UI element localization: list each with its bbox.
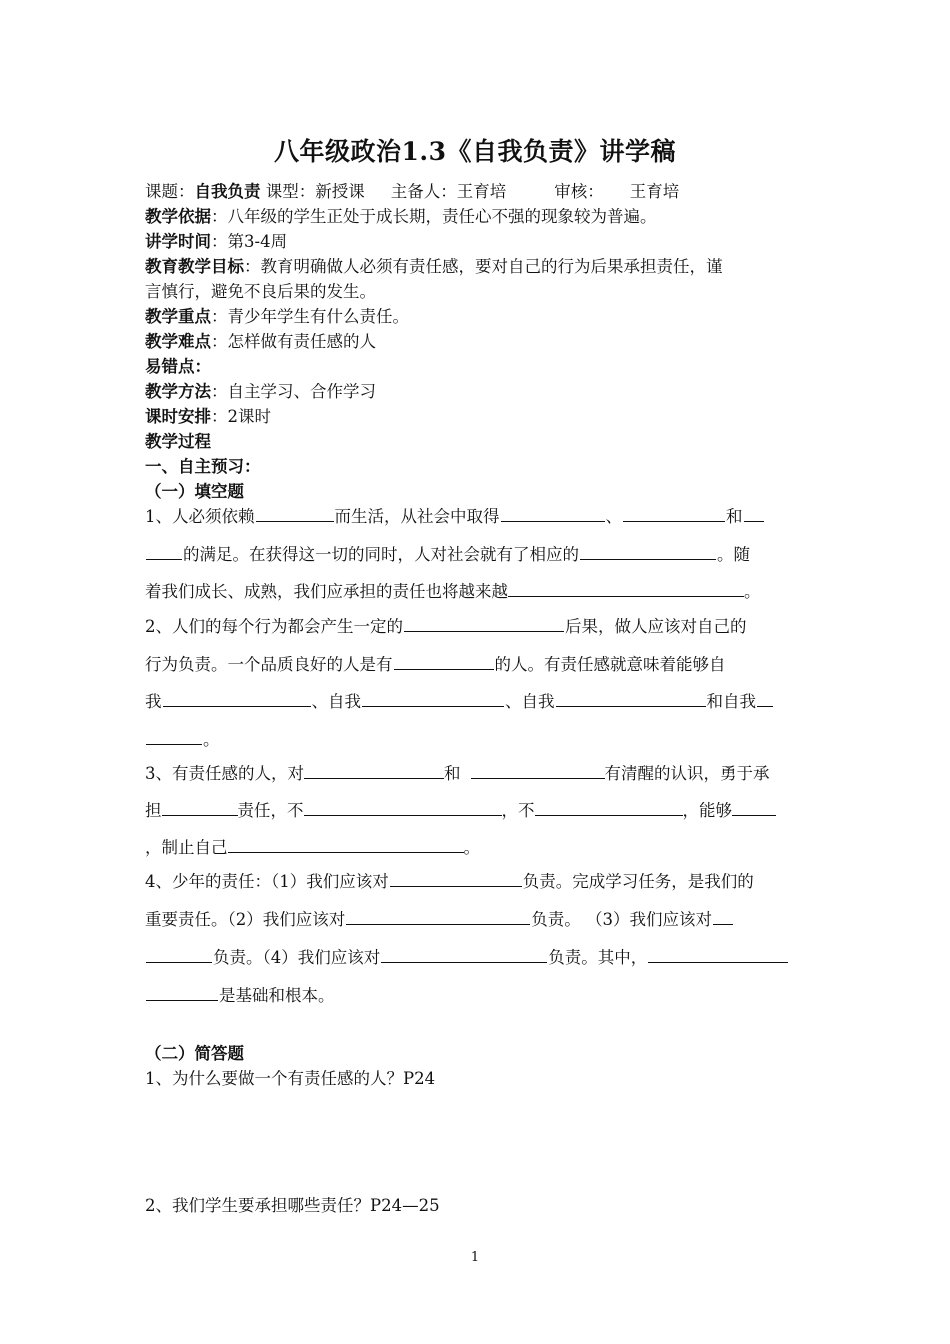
q3-text-f: ，不 <box>501 801 535 820</box>
blank[interactable] <box>535 798 683 816</box>
page-number: 1 <box>470 1250 480 1265</box>
q1-text-f: 。随 <box>717 545 750 564</box>
topic-label: 课题： <box>145 182 195 201</box>
q4-line-2 <box>145 906 810 930</box>
blank[interactable] <box>146 727 202 745</box>
fill-blank-heading: （一）填空题 <box>145 482 244 501</box>
q4-line-4 <box>145 982 810 1006</box>
q4-text-d: 负责。 （3）我们应该对 <box>531 910 712 929</box>
review-value: 王育培 <box>629 182 680 201</box>
method-label: 教学方法 <box>145 382 211 401</box>
q3-line-3 <box>145 834 810 858</box>
q4-line-3 <box>145 944 810 968</box>
blank[interactable] <box>580 542 716 560</box>
blank[interactable] <box>304 798 502 816</box>
blank[interactable] <box>256 504 334 522</box>
error-label: 易错点： <box>145 357 211 376</box>
q2-text-a: 2、人们的每个行为都会产生一定的 <box>145 617 403 636</box>
blank[interactable] <box>146 945 212 963</box>
blank[interactable] <box>228 835 464 853</box>
blank[interactable] <box>471 761 605 779</box>
q2-line-1 <box>145 613 810 637</box>
author-label: 主备人： <box>390 182 457 201</box>
q3-text-i: 。 <box>463 838 480 857</box>
q1-text-h: 。 <box>744 582 761 601</box>
q1-text-a: 1、人必须依赖 <box>145 507 255 526</box>
blank[interactable] <box>508 579 744 597</box>
q4-text-e: 负责。（4）我们应该对 <box>213 948 381 967</box>
blank[interactable] <box>163 689 311 707</box>
blank[interactable] <box>757 689 773 707</box>
blank[interactable] <box>732 798 776 816</box>
blank[interactable] <box>346 907 530 925</box>
difficult-label: 教学难点 <box>145 332 211 351</box>
q3-text-a: 3、有责任感的人，对 <box>145 764 304 783</box>
blank[interactable] <box>146 542 182 560</box>
short-answer-heading: （二）简答题 <box>145 1044 244 1063</box>
q2-text-h: 和自我 <box>706 692 756 711</box>
schedule-label: 课时安排 <box>145 407 211 426</box>
q2-text-f: 、自我 <box>311 692 361 711</box>
difficult-line <box>145 328 810 352</box>
short-answer-1: 1、为什么要做一个有责任感的人？P24 <box>145 1069 436 1088</box>
q3-text-h: ，制止自己 <box>145 838 228 857</box>
q2-text-d: 的人。有责任感就意味着能够自 <box>494 655 726 674</box>
method-line <box>145 378 810 402</box>
blank[interactable] <box>362 689 504 707</box>
q2-text-e: 我 <box>145 692 162 711</box>
author-value: 王育培 <box>456 182 507 201</box>
blank[interactable] <box>304 761 444 779</box>
blank[interactable] <box>623 504 725 522</box>
q3-text-e: 责任，不 <box>237 801 304 820</box>
time-value: ：第3-4周 <box>211 232 288 251</box>
document-title: 八年级政治1.3《自我负责》讲学稿 <box>274 137 676 166</box>
q4-text-c: 重要责任。（2）我们应该对 <box>145 910 346 929</box>
blank[interactable] <box>146 983 218 1001</box>
error-line <box>145 353 810 377</box>
blank[interactable] <box>162 798 238 816</box>
process-heading: 教学过程 <box>145 432 211 451</box>
basis-value: ：八年级的学生正处于成长期，责任心不强的现象较为普遍。 <box>211 207 657 226</box>
q2-line-2 <box>145 651 810 675</box>
q4-text-a: 4、少年的责任：（1）我们应该对 <box>145 872 389 891</box>
q2-text-g: 、自我 <box>505 692 555 711</box>
short-answer-2: 2、我们学生要承担哪些责任？P24—25 <box>145 1196 440 1215</box>
basis-line <box>145 203 810 227</box>
q1-text-c: 、 <box>605 507 622 526</box>
q2-text-i: 。 <box>203 730 220 749</box>
blank[interactable] <box>501 504 605 522</box>
difficult-value: ：怎样做有责任感的人 <box>211 332 376 351</box>
goal-line-2 <box>145 278 810 302</box>
q1-line-2 <box>145 541 810 565</box>
q3-line-2 <box>145 797 810 821</box>
key-line <box>145 303 810 327</box>
q2-text-c: 行为负责。一个品质良好的人是有 <box>145 655 393 674</box>
q1-line-3 <box>145 578 810 602</box>
blank[interactable] <box>556 689 706 707</box>
q1-line-1 <box>145 503 810 527</box>
goal-value-1: ：教育明确做人必须有责任感，要对自己的行为后果承担责任，谨 <box>244 257 723 276</box>
key-label: 教学重点 <box>145 307 211 326</box>
q3-text-b: 和 <box>444 764 461 783</box>
q1-text-d: 和 <box>726 507 743 526</box>
q2-text-b: 后果，做人应该对自己的 <box>565 617 747 636</box>
type-value: 新授课 <box>315 182 365 201</box>
q4-text-b: 负责。完成学习任务，是我们的 <box>522 872 754 891</box>
q1-text-e: 的满足。在获得这一切的同时，人对社会就有了相应的 <box>183 545 579 564</box>
header-line <box>145 178 810 202</box>
q2-line-3 <box>145 688 810 712</box>
q4-line-1 <box>145 868 810 892</box>
schedule-value: ：2课时 <box>211 407 271 426</box>
key-value: ：青少年学生有什么责任。 <box>211 307 409 326</box>
blank[interactable] <box>713 907 733 925</box>
blank[interactable] <box>744 504 764 522</box>
method-value: ：自主学习、合作学习 <box>211 382 376 401</box>
goal-line-1 <box>145 253 810 277</box>
section-heading: 一、自主预习： <box>145 457 261 476</box>
q3-text-d: 担 <box>145 801 162 820</box>
goal-value-2: 言慎行，避免不良后果的发生。 <box>145 282 376 301</box>
q2-line-4 <box>145 726 810 750</box>
blank[interactable] <box>390 869 522 887</box>
blank[interactable] <box>381 945 547 963</box>
basis-label: 教学依据 <box>145 207 211 226</box>
q4-text-g: 是基础和根本。 <box>219 986 335 1005</box>
schedule-line <box>145 403 810 427</box>
q3-text-c: 有清醒的认识，勇于承 <box>604 764 770 783</box>
q4-text-f: 负责。其中， <box>548 948 648 967</box>
time-line <box>145 228 810 252</box>
blank[interactable] <box>394 652 494 670</box>
goal-label: 教育教学目标 <box>145 257 244 276</box>
type-label: 课型： <box>265 182 316 201</box>
topic-value: 自我负责 <box>194 182 261 201</box>
q3-line-1 <box>145 760 810 784</box>
review-label: 审核： <box>554 182 604 201</box>
time-label: 讲学时间 <box>145 232 211 251</box>
q1-text-g: 着我们成长、成熟，我们应承担的责任也将越来越 <box>145 582 508 601</box>
blank[interactable] <box>648 945 788 963</box>
q1-text-b: 而生活，从社会中取得 <box>334 507 500 526</box>
q3-text-g: ，能够 <box>682 801 732 820</box>
blank[interactable] <box>404 614 564 632</box>
